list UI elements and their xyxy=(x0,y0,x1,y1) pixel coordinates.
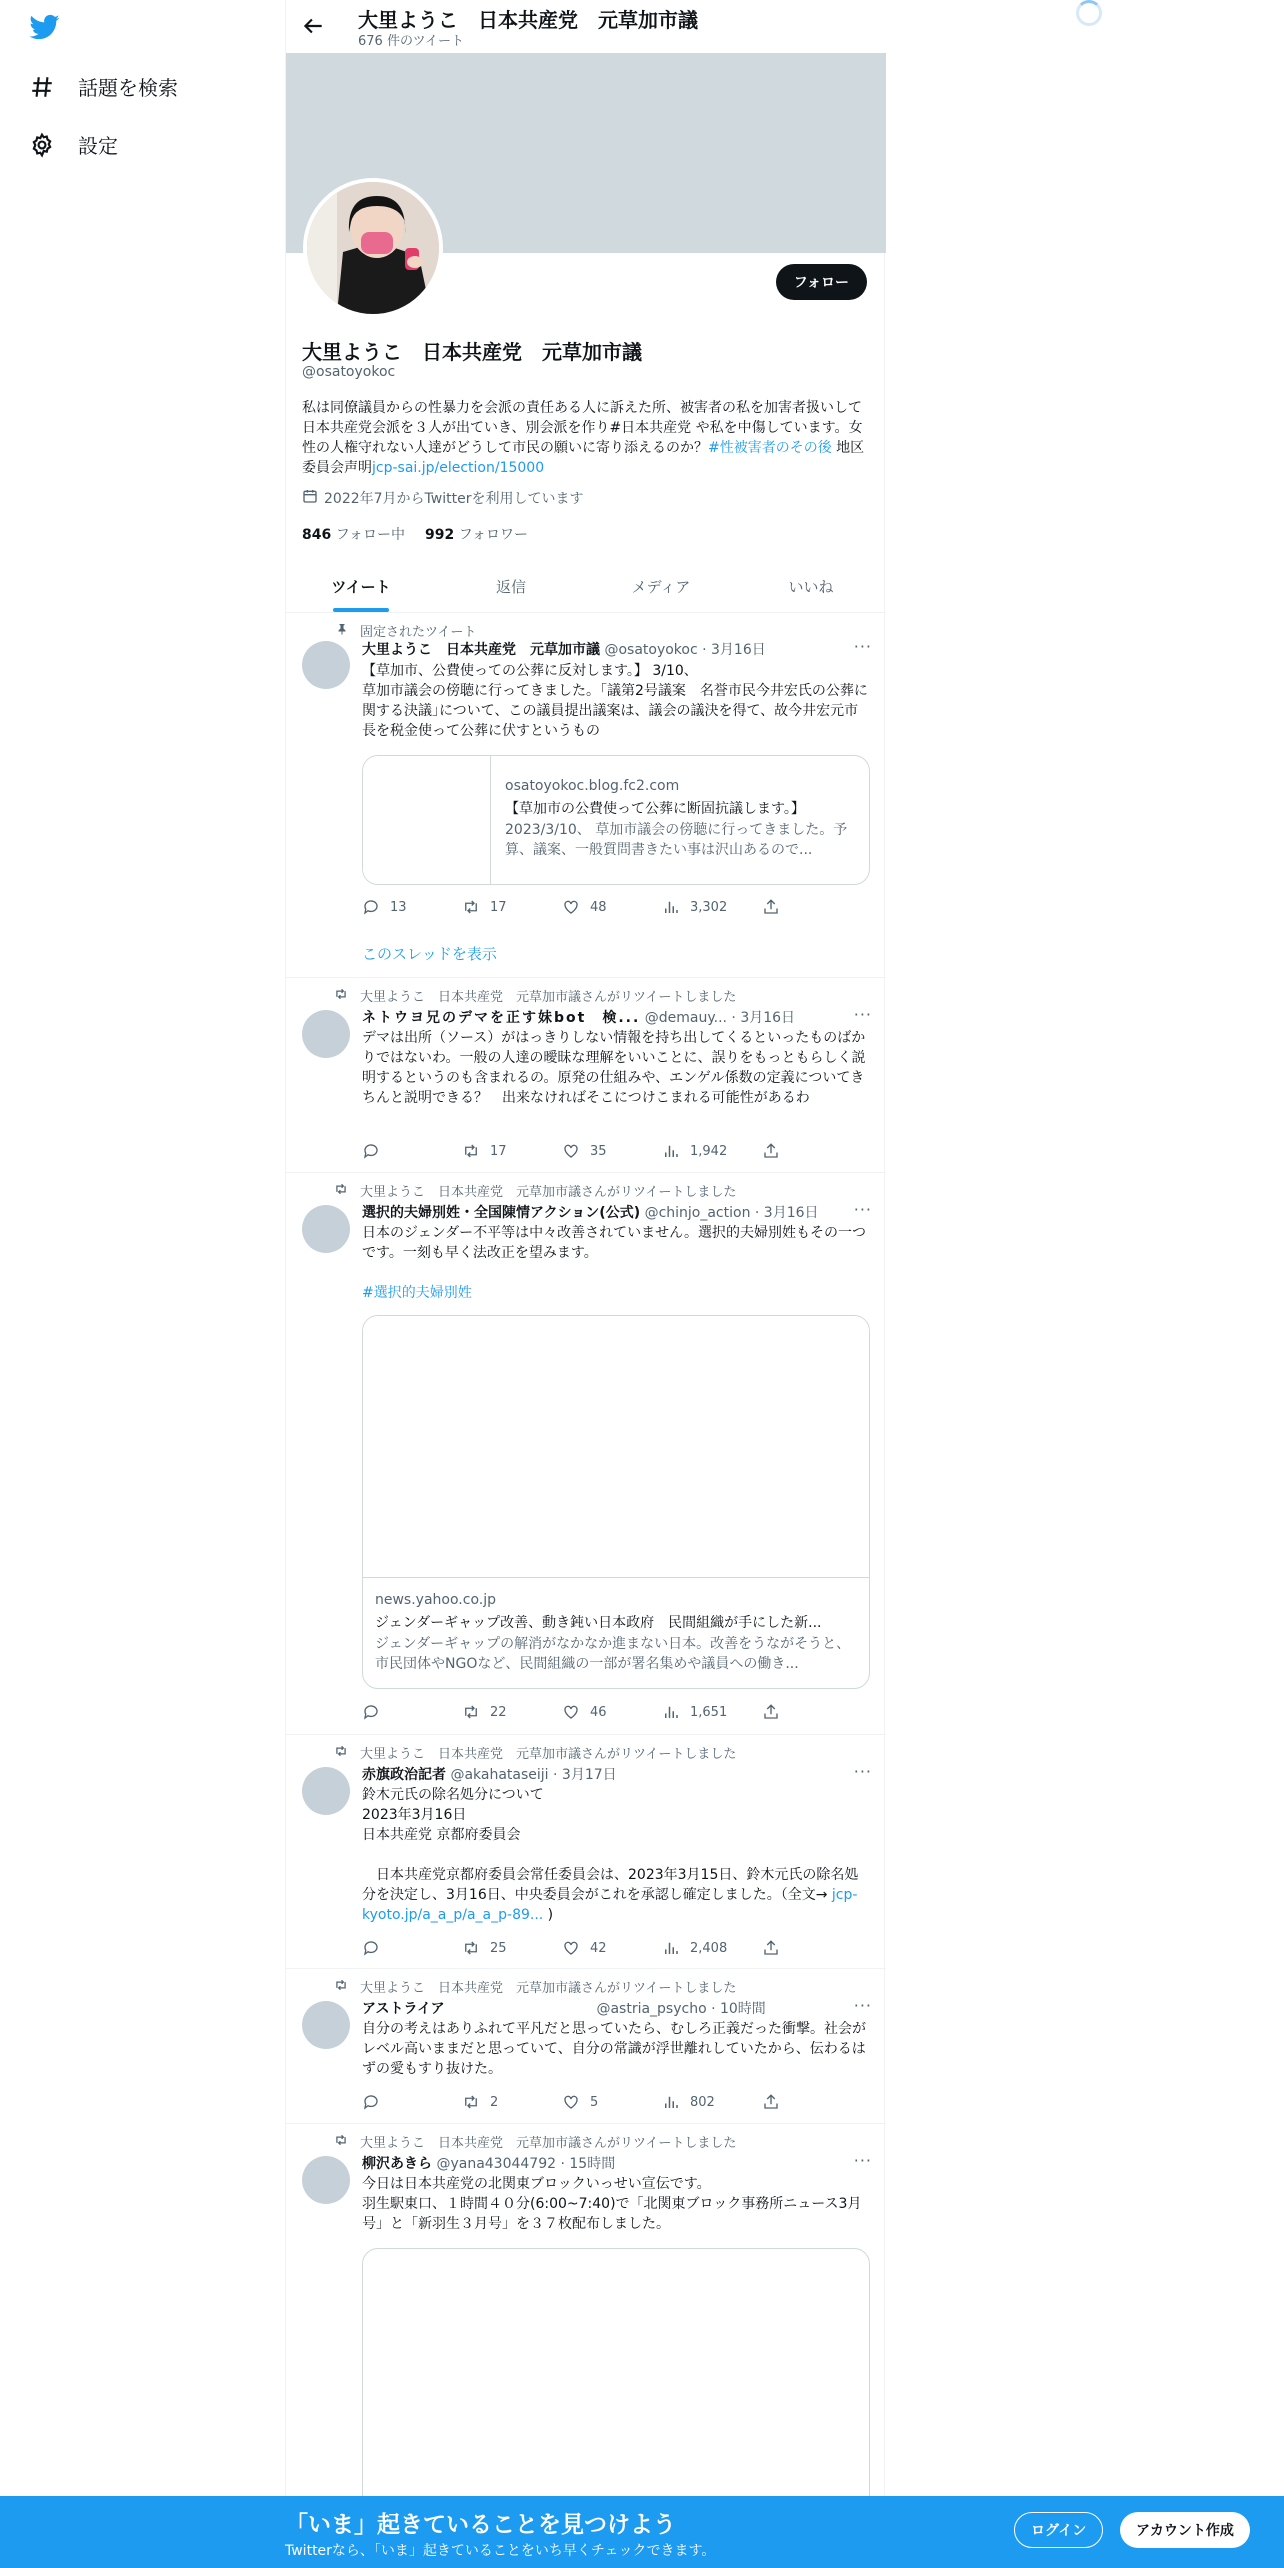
tweet-actions xyxy=(362,2093,792,2111)
reply-icon xyxy=(362,1939,380,1957)
tweet-author-name[interactable]: 柳沢あきら xyxy=(362,2156,432,2172)
tweet-author-name[interactable]: 選択的夫婦別姓・全国陳情アクション(公式) xyxy=(362,1205,641,1221)
views-icon xyxy=(662,1703,680,1721)
tweet-retweeted[interactable] xyxy=(286,978,886,1173)
retweet-button[interactable] xyxy=(462,2093,562,2111)
card-description: ジェンダーギャップの解消がなかなか進まない日本。改善をうながそうと、市民団体やNGOなど、民間組織の一部が署名集めや議員への働き... xyxy=(375,1636,851,1672)
more-icon[interactable]: ··· xyxy=(853,1996,872,2015)
signup-banner xyxy=(0,2496,1284,2568)
share-icon xyxy=(762,1142,780,1160)
tweet-context xyxy=(332,1743,736,1762)
tweet-context-label[interactable]: 大里ようこ 日本共産党 元草加市議さんがリツイートしました xyxy=(360,1981,737,1996)
tweet-header xyxy=(362,1764,872,1784)
avatar[interactable] xyxy=(302,1767,350,1815)
reply-icon xyxy=(362,1703,380,1721)
view-count: 1,942 xyxy=(690,1143,728,1159)
main-column xyxy=(285,0,885,2568)
reply-button[interactable] xyxy=(362,1939,462,1957)
retweet-icon xyxy=(462,1939,480,1957)
link-card[interactable] xyxy=(362,755,870,885)
share-button[interactable] xyxy=(762,1939,792,1957)
heart-icon xyxy=(562,2093,580,2111)
retweet-count: 17 xyxy=(490,899,507,915)
like-button[interactable] xyxy=(562,2093,662,2111)
tweet-text: 今日は日本共産党の北関東ブロックいっせい宣伝です。 羽生駅東口、１時間４０分(6:00~7:40)で「北関東ブロック事務所ニュース3月号」と「新羽生３月号」を３７枚配布しました。 xyxy=(362,2176,862,2232)
tweet-handle-time[interactable]: @yana43044792 · 15時間 xyxy=(436,2156,616,2172)
card-domain: osatoyokoc.blog.fc2.com xyxy=(505,778,680,794)
profile-follow-stats xyxy=(302,524,528,544)
share-button[interactable] xyxy=(762,1142,792,1160)
hashtag-link[interactable]: #選択的夫婦別姓 xyxy=(362,1285,472,1301)
retweet-context-icon xyxy=(332,2133,348,2151)
card-title: 【草加市の公費使って公葬に断固抗議します。】 xyxy=(505,801,805,817)
like-count: 42 xyxy=(590,1940,607,1956)
retweet-context-icon xyxy=(332,987,348,1005)
nav-explore-label: 話題を検索 xyxy=(78,76,178,100)
tweet-context-label[interactable]: 大里ようこ 日本共産党 元草加市議さんがリツイートしました xyxy=(360,990,737,1005)
more-icon[interactable]: ··· xyxy=(853,637,872,656)
share-icon xyxy=(762,1703,780,1721)
tweet-retweeted[interactable] xyxy=(286,1969,886,2124)
tab-likes[interactable]: いいね xyxy=(788,577,834,596)
profile-handle: @osatoyokoc xyxy=(302,364,396,380)
like-count: 48 xyxy=(590,899,607,915)
views-icon xyxy=(662,898,680,916)
gear-icon xyxy=(28,131,56,159)
profile-tabs xyxy=(286,560,886,613)
tweet-handle-time[interactable]: @akahataseiji · 3月17日 xyxy=(450,1767,617,1783)
followers-link[interactable] xyxy=(425,524,528,544)
heart-icon xyxy=(562,1939,580,1957)
reply-icon xyxy=(362,898,380,916)
retweet-icon xyxy=(462,1703,480,1721)
card-domain: news.yahoo.co.jp xyxy=(375,1592,496,1608)
profile-bio xyxy=(302,398,872,478)
tweet-author-name[interactable]: アストライア xyxy=(362,2001,445,2017)
retweet-context-icon xyxy=(332,1978,348,1996)
share-icon xyxy=(762,2093,780,2111)
views-button[interactable] xyxy=(662,1939,762,1957)
calendar-icon xyxy=(302,488,318,508)
retweet-button[interactable] xyxy=(462,1142,562,1160)
tweet-context xyxy=(332,986,736,1005)
tweet-context-label: 固定されたツイート xyxy=(360,625,477,640)
avatar[interactable] xyxy=(302,1010,350,1058)
retweet-icon xyxy=(462,2093,480,2111)
card-image xyxy=(363,1316,870,1578)
tweet-author-name[interactable]: 大里ようこ 日本共産党 元草加市議 xyxy=(362,642,600,658)
tweet-handle-time[interactable]: @osatoyokoc · 3月16日 xyxy=(604,642,766,658)
tweet-handle-time[interactable]: @astria_psycho · 10時間 xyxy=(596,2001,766,2017)
header-tweet-count: 676 件のツイート xyxy=(358,34,465,49)
more-icon[interactable]: ··· xyxy=(853,1005,872,1024)
card-title: ジェンダーギャップ改善、動き鈍い日本政府 民間組織が手にした新... xyxy=(375,1615,822,1631)
reply-button[interactable] xyxy=(362,1142,462,1160)
retweet-count: 22 xyxy=(490,1704,507,1720)
heart-icon xyxy=(562,898,580,916)
tweet-text: デマは出所（ソース）がはっきりしない情報を持ち出してくるといったものばかりではないわ。一般の人達の曖昧な理解をいいことに、誤りをもっともらしく説明するというのも含まれるの。原発の仕組みや、エンゲル係数の定義についてきちんと説明できる？ 出来なければそこにつけこまれる可能性があるわ xyxy=(362,1030,866,1106)
tweet-context-label[interactable]: 大里ようこ 日本共産党 元草加市議さんがリツイートしました xyxy=(360,2136,737,2151)
nav-explore[interactable] xyxy=(28,72,178,101)
tweet-handle-time[interactable]: @chinjo_action · 3月16日 xyxy=(644,1205,819,1221)
retweet-button[interactable] xyxy=(462,1703,562,1721)
tweet-retweeted[interactable] xyxy=(286,1173,886,1735)
retweet-icon xyxy=(462,1142,480,1160)
retweet-count: 2 xyxy=(490,2094,499,2110)
nav-settings[interactable] xyxy=(28,130,118,159)
view-count: 2,408 xyxy=(690,1940,728,1956)
link-card[interactable] xyxy=(362,1315,870,1689)
share-button[interactable] xyxy=(762,1703,792,1721)
bio-tail: 地区委員会声明 xyxy=(302,440,865,476)
like-button[interactable] xyxy=(562,1939,662,1957)
reply-button[interactable] xyxy=(362,2093,462,2111)
signup-banner-title: 「いま」起きていることを見つけよう xyxy=(285,2512,676,2538)
login-button[interactable]: ログイン xyxy=(1014,2512,1103,2548)
tab-replies[interactable]: 返信 xyxy=(495,577,526,596)
signup-banner-subtitle: Twitterなら、「いま」起きていることをいち早くチェックできます。 xyxy=(285,2543,716,2559)
header-profile-name: 大里ようこ 日本共産党 元草加市議 xyxy=(358,8,698,32)
retweet-button[interactable] xyxy=(462,898,562,916)
profile-joined xyxy=(302,488,583,508)
tweet-header xyxy=(362,639,872,659)
reply-button[interactable] xyxy=(362,898,462,916)
tweet-context xyxy=(332,2132,736,2151)
tweet-context-label[interactable]: 大里ようこ 日本共産党 元草加市議さんがリツイートしました xyxy=(360,1185,737,1200)
tweet-author-name[interactable]: 赤旗政治記者 xyxy=(362,1767,446,1783)
share-icon xyxy=(762,898,780,916)
twitter-logo-icon[interactable] xyxy=(28,12,62,42)
following-link[interactable] xyxy=(302,524,405,544)
avatar[interactable] xyxy=(302,641,350,689)
tweet-header xyxy=(362,2153,872,2173)
like-count: 46 xyxy=(590,1704,607,1720)
view-count: 802 xyxy=(690,2094,715,2110)
tweet-retweeted[interactable] xyxy=(286,1735,886,1969)
avatar[interactable] xyxy=(302,1205,350,1253)
tweet-actions xyxy=(362,1939,792,1957)
tweet-text: 【草加市、公費使っての公葬に反対します。】 3/10、 草加市議会の傍聴に行ってきました。｢議第2号議案 名誉市民今井宏氏の公葬に関する決議｣について、この議員提出議案は、議会の議決を得て、故今井宏元市長を税金使って公葬に伏すというもの xyxy=(362,663,868,739)
tab-media[interactable]: メディア xyxy=(631,577,691,596)
profile-header-bar xyxy=(286,0,886,52)
more-icon[interactable]: ··· xyxy=(853,1200,872,1219)
share-button[interactable] xyxy=(762,898,792,916)
views-icon xyxy=(662,2093,680,2111)
follow-button[interactable]: フォロー xyxy=(776,264,867,300)
views-button[interactable] xyxy=(662,2093,762,2111)
heart-icon xyxy=(562,1142,580,1160)
retweet-count: 17 xyxy=(490,1143,507,1159)
tweet-context xyxy=(332,1977,736,1996)
reply-icon xyxy=(362,2093,380,2111)
views-icon xyxy=(662,1939,680,1957)
like-count: 35 xyxy=(590,1143,607,1159)
avatar[interactable] xyxy=(302,2156,350,2204)
tweet-text xyxy=(362,1785,872,1925)
tweet-body-tail: ) xyxy=(543,1907,554,1923)
pin-icon xyxy=(332,623,348,639)
following-label: フォロー中 xyxy=(335,527,405,543)
more-icon[interactable]: ··· xyxy=(853,2151,872,2170)
retweet-context-icon xyxy=(332,1182,348,1200)
retweet-count: 25 xyxy=(490,1940,507,1956)
reply-icon xyxy=(362,1142,380,1160)
bio-hashtag-link[interactable]: #性被害者のその後 xyxy=(708,440,832,456)
views-icon xyxy=(662,1142,680,1160)
joined-text: 2022年7月からTwitterを利用しています xyxy=(324,491,584,507)
tweet-text: 日本のジェンダー不平等は中々改善されていません。選択的夫婦別姓もその一つです。一刻も早く法改正を望みます。 xyxy=(362,1225,866,1261)
tweet-url-link[interactable]: jcp-kyoto.jp/a_a_p/a_a_p-89... xyxy=(362,1887,858,1923)
following-count: 846 xyxy=(302,527,332,543)
view-count: 1,651 xyxy=(690,1704,728,1720)
nav-settings-label: 設定 xyxy=(78,134,118,158)
hashtag-icon xyxy=(28,73,56,101)
views-button[interactable] xyxy=(662,1703,762,1721)
tweet-text: 自分の考えはありふれて平凡だと思っていたら、むしろ正義だった衝撃。社会がレベル高いままだと思っていて、自分の常識が浮世離れしていたから、伝わるはずの愛もすり抜けた。 xyxy=(362,2021,866,2077)
like-button[interactable] xyxy=(562,1142,662,1160)
card-thumbnail xyxy=(363,756,491,885)
tweet-header xyxy=(362,1998,872,2018)
tweet-context xyxy=(332,621,476,640)
tweet-actions xyxy=(362,1142,792,1160)
tweet-context xyxy=(332,1181,736,1200)
avatar[interactable] xyxy=(302,2001,350,2049)
back-arrow-icon[interactable] xyxy=(300,13,326,39)
share-button[interactable] xyxy=(762,2093,792,2111)
reply-count: 13 xyxy=(390,899,407,915)
profile-name: 大里ようこ 日本共産党 元草加市議 xyxy=(302,340,642,364)
bio-url-link[interactable]: jcp-sai.jp/election/15000 xyxy=(372,460,545,476)
tweet-header xyxy=(362,1202,872,1222)
show-thread-link[interactable]: このスレッドを表示 xyxy=(362,945,497,963)
reply-button[interactable] xyxy=(362,1703,462,1721)
retweet-icon xyxy=(462,898,480,916)
tweet-header xyxy=(362,1007,872,1027)
tweet-context-label[interactable]: 大里ようこ 日本共産党 元草加市議さんがリツイートしました xyxy=(360,1747,737,1762)
like-button[interactable] xyxy=(562,1703,662,1721)
tweet-handle-time[interactable]: @demauy... · 3月16日 xyxy=(644,1010,796,1026)
signup-button[interactable]: アカウント作成 xyxy=(1120,2512,1250,2548)
like-button[interactable] xyxy=(562,898,662,916)
tweet-actions xyxy=(362,1703,792,1721)
share-icon xyxy=(762,1939,780,1957)
profile-avatar[interactable] xyxy=(303,178,443,318)
more-icon[interactable]: ··· xyxy=(853,1762,872,1781)
tweet-author-name[interactable]: ネトウヨ兄のデマを正す妹bot 検... xyxy=(362,1010,641,1026)
retweet-button[interactable] xyxy=(462,1939,562,1957)
tweet-actions xyxy=(362,898,792,916)
bio-text: 私は同僚議員からの性暴力を会派の責任ある人に訴えた所、被害者の私を加害者扱いして日本共産党会派を３人が出ていき、別会派を作り#日本共産党 や私を中傷しています。女性の人権守れない人達がどうして市民の願いに寄り添えるのか？ xyxy=(302,400,863,456)
tweet-pinned[interactable] xyxy=(286,613,886,978)
card-description: 2023/3/10、 草加市議会の傍聴に行ってきました。予算、議案、一般質問書きたい事は沢山あるので... xyxy=(505,822,848,858)
views-button[interactable] xyxy=(662,1142,762,1160)
views-button[interactable] xyxy=(662,898,762,916)
tweet-body: 鈴木元氏の除名処分について 2023年3月16日 日本共産党 京都府委員会 日本共産党京都府委員会常任委員会は、2023年3月15日、鈴木元氏の除名処分を決定し、3月16日、中央委員会がこれを承認し確定しました。（全文→ xyxy=(362,1787,859,1903)
heart-icon xyxy=(562,1703,580,1721)
followers-count: 992 xyxy=(425,527,455,543)
view-count: 3,302 xyxy=(690,899,728,915)
loading-spinner-icon xyxy=(1076,0,1102,26)
followers-label: フォロワー xyxy=(458,527,528,543)
tab-tweets[interactable]: ツイート xyxy=(286,560,436,612)
like-count: 5 xyxy=(590,2094,599,2110)
retweet-context-icon xyxy=(332,1744,348,1762)
